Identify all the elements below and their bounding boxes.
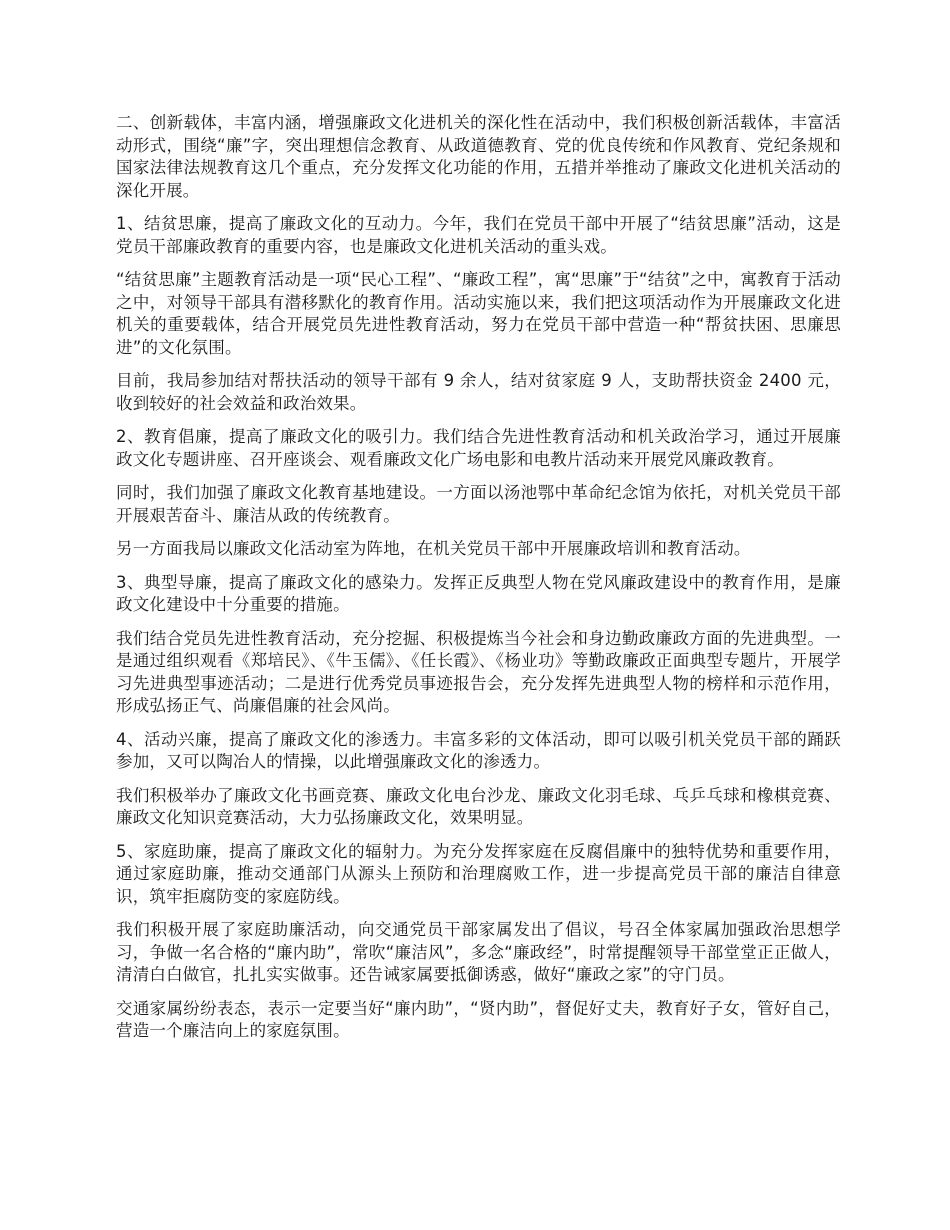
paragraph-item-1-detail: “结贫思廉”主题教育活动是一项“民心工程”、“廉政工程”，寓“思廉”于“结贫”之中，寓教育于活动之中，对领导干部具有潜移默化的教育作用。活动实施以来，我们把这项活动作为开展廉政文化进机关的重要载体，结合开展党员先进性教育活动，努力在党员干部中营造一种“帮贫扶困、思廉思进”的文化氛围。 [116,270,841,357]
paragraph-item-5-result: 交通家属纷纷表态，表示一定要当好“廉内助”，“贤内助”，督促好丈夫，教育好子女，管好自己，营造一个廉洁向上的家庭氛围。 [116,998,841,1040]
paragraph-item-1-heading: 1、结贫思廉，提高了廉政文化的互动力。今年，我们在党员干部中开展了“结贫思廉”活动，这是党员干部廉政教育的重要内容，也是廉政文化进机关活动的重头戏。 [116,214,841,256]
paragraph-item-3-detail: 我们结合党员先进性教育活动，充分挖掘、积极提炼当今社会和身边勤政廉政方面的先进典型。一是通过组织观看《郑培民》、《牛玉儒》、《任长霞》、《杨业功》等勤政廉政正面典型专题片，开展学习先进典型事迹活动；二是进行优秀党员事迹报告会，充分发挥先进典型人物的榜样和示范作用，形成弘扬正气、尚廉倡廉的社会风尚。 [116,628,841,715]
paragraph-item-5-detail: 我们积极开展了家庭助廉活动，向交通党员干部家属发出了倡议，号召全体家属加强政治思想学习，争做一名合格的“廉内助”，常吹“廉洁风”，多念“廉政经”，时常提醒领导干部堂堂正正做人，清清白白做官，扎扎实实做事。还告诫家属要抵御诱惑，做好“廉政之家”的守门员。 [116,920,841,984]
paragraph-item-2-activity-room: 另一方面我局以廉政文化活动室为阵地，在机关党员干部中开展廉政培训和教育活动。 [116,539,751,558]
paragraph-item-4-heading: 4、活动兴廉，提高了廉政文化的渗透力。丰富多彩的文体活动，即可以吸引机关党员干部的踊跃参加，又可以陶冶人的情操，以此增强廉政文化的渗透力。 [116,729,841,771]
paragraph-item-5-heading: 5、家庭助廉，提高了廉政文化的辐射力。为充分发挥家庭在反腐倡廉中的独特优势和重要作用，通过家庭助廉，推动交通部门从源头上预防和治理腐败工作，进一步提高党员干部的廉洁自律意识，筑牢拒腐防变的家庭防线。 [116,841,841,906]
paragraph-item-2-base: 同时，我们加强了廉政文化教育基地建设。一方面以汤池鄂中革命纪念馆为依托，对机关党员干部开展艰苦奋斗、廉洁从政的传统教育。 [116,483,841,525]
paragraph-item-2-heading: 2、教育倡廉，提高了廉政文化的吸引力。我们结合先进性教育活动和机关政治学习，通过开展廉政文化专题讲座、召开座谈会、观看廉政文化广场电影和电教片活动来开展党风廉政教育。 [116,427,841,469]
document-body [116,112,841,1054]
paragraph-item-3-heading: 3、典型导廉，提高了廉政文化的感染力。发挥正反典型人物在党风廉政建设中的教育作用，是廉政文化建设中十分重要的措施。 [116,572,841,614]
paragraph-item-1-result: 目前，我局参加结对帮扶活动的领导干部有 9 余人，结对贫家庭 9 人，支助帮扶资金 2400 元，收到较好的社会效益和政治效果。 [116,371,841,413]
paragraph-section-two-intro: 二、创新载体，丰富内涵，增强廉政文化进机关的深化性在活动中，我们积极创新活载体，丰富活动形式，围绕“廉”字，突出理想信念教育、从政道德教育、党的优良传统和作风教育、党纪条规和国家法律法规教育这几个重点，充分发挥文化功能的作用，五措并举推动了廉政文化进机关活动的深化开展。 [116,113,841,200]
paragraph-item-4-detail: 我们积极举办了廉政文化书画竞赛、廉政文化电台沙龙、廉政文化羽毛球、乓乒乓球和橡棋竞赛、廉政文化知识竞赛活动，大力弘扬廉政文化，效果明显。 [116,785,841,827]
